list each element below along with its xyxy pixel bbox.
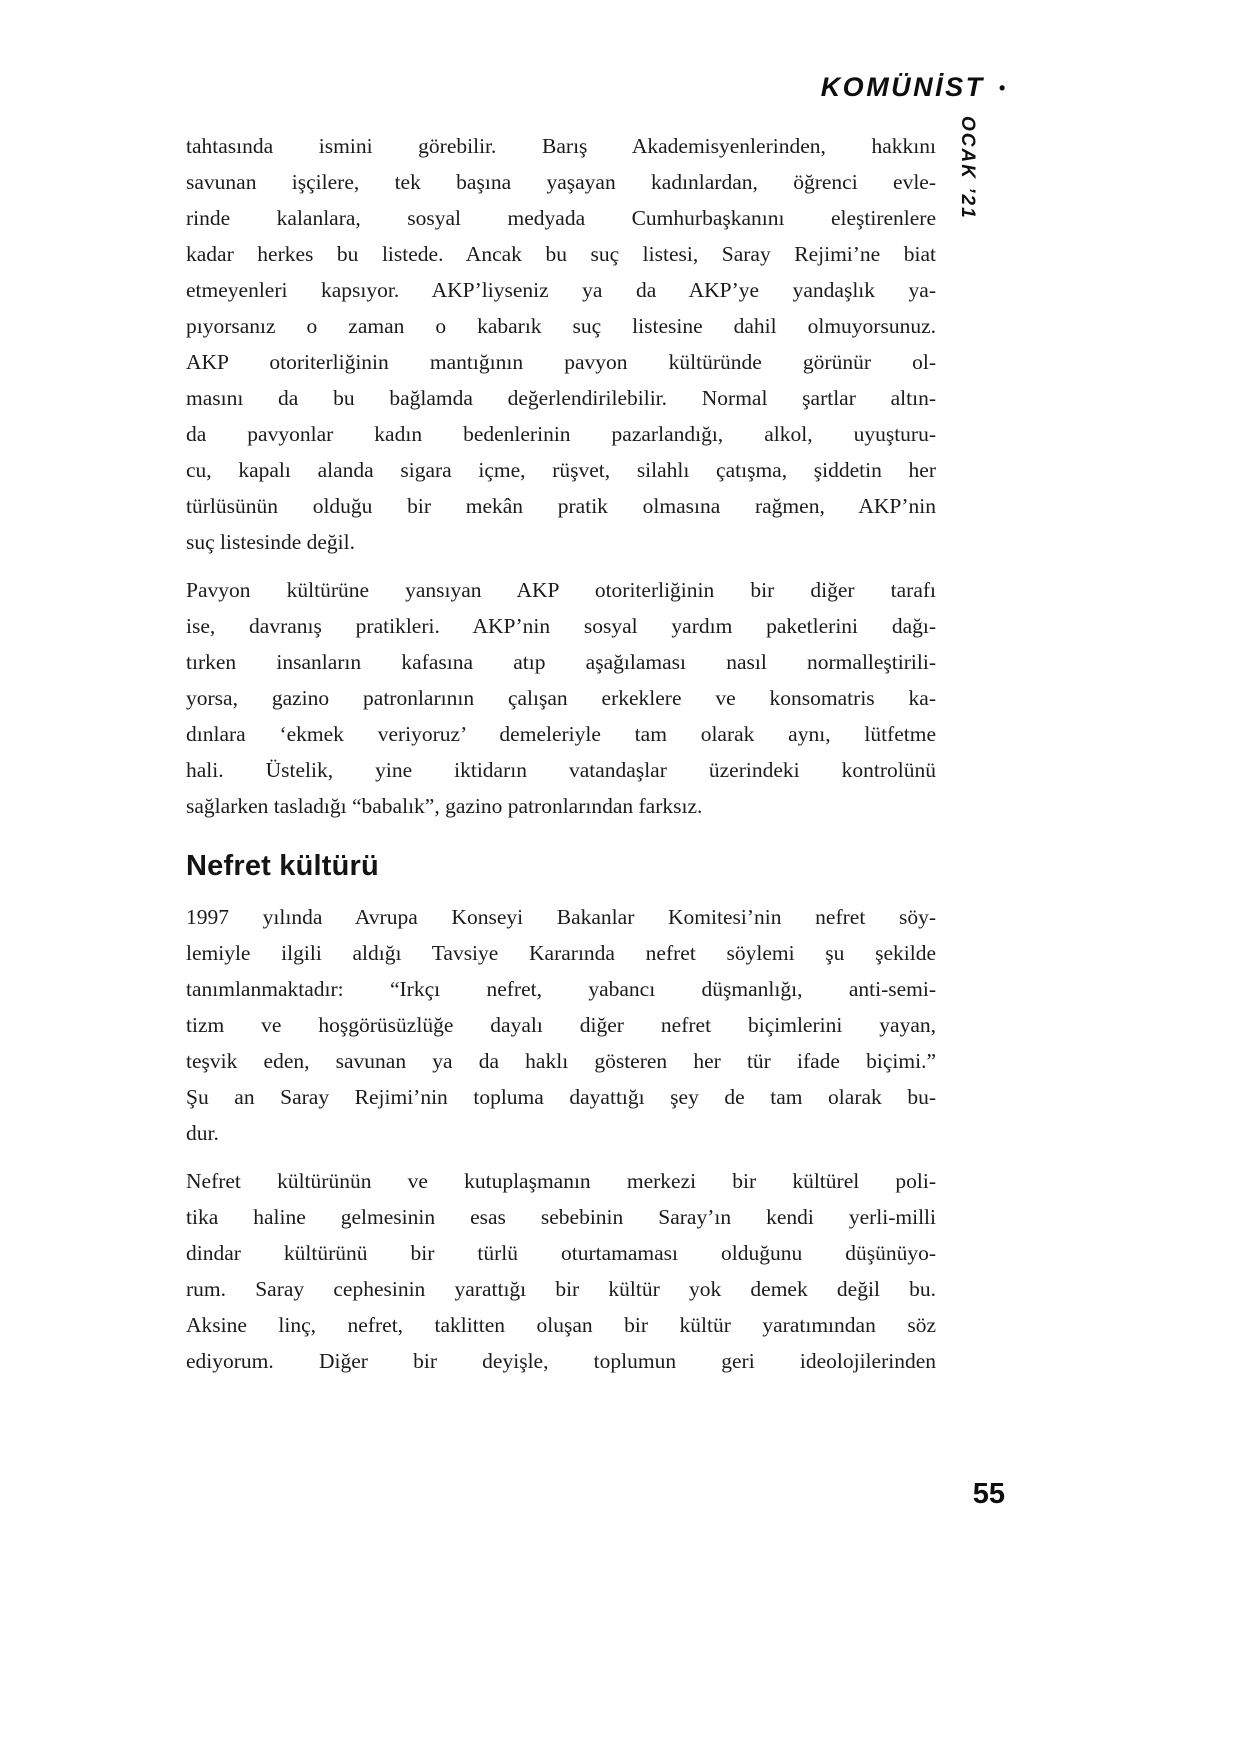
issue-date: OCAK ’21 <box>957 116 978 220</box>
text-line: tizm ve hoşgörüsüzlüğe dayalı diğer nefret biçimlerini yayan, <box>186 1013 936 1037</box>
text-line: tanımlanmaktadır: “Irkçı nefret, yabancı düşmanlığı, anti-semi- <box>186 977 936 1001</box>
text-line: AKP otoriterliğinin mantığının pavyon kültüründe görünür ol- <box>186 350 936 374</box>
text-line: teşvik eden, savunan ya da haklı gösteren her tür ifade biçimi.” <box>186 1049 936 1073</box>
text-line: sağlarken tasladığı “babalık”, gazino patronlarından farksız. <box>186 794 703 818</box>
magazine-title: KOMÜNİST <box>820 72 985 102</box>
text-line: Şu an Saray Rejimi’nin topluma dayattığı şey de tam olarak bu- <box>186 1085 936 1109</box>
text-line: ediyorum. Diğer bir deyişle, toplumun geri ideolojilerinden <box>186 1349 936 1373</box>
paragraph <box>186 1163 936 1379</box>
paragraph <box>186 899 936 1151</box>
article-body <box>186 128 936 1391</box>
text-line: Pavyon kültürüne yansıyan AKP otoriterliğinin bir diğer tarafı <box>186 578 936 602</box>
bullet-icon: • <box>998 78 1005 98</box>
text-line: rum. Saray cephesinin yarattığı bir kültür yok demek değil bu. <box>186 1277 936 1301</box>
text-line: rinde kalanlara, sosyal medyada Cumhurbaşkanını eleştirenlere <box>186 206 936 230</box>
text-line: savunan işçilere, tek başına yaşayan kadınlardan, öğrenci evle- <box>186 170 936 194</box>
page-number: 55 <box>972 1478 1005 1510</box>
text-line: tahtasında ismini görebilir. Barış Akademisyenlerinden, hakkını <box>186 134 936 158</box>
text-line: Nefret kültürünün ve kutuplaşmanın merkezi bir kültürel poli- <box>186 1169 936 1193</box>
text-line: kadar herkes bu listede. Ancak bu suç listesi, Saray Rejimi’ne biat <box>186 242 936 266</box>
text-line: dur. <box>186 1121 219 1145</box>
text-line: 1997 yılında Avrupa Konseyi Bakanlar Komitesi’nin nefret söy- <box>186 905 936 929</box>
text-line: tırken insanların kafasına atıp aşağılaması nasıl normalleştirili- <box>186 650 936 674</box>
text-line: lemiyle ilgili aldığı Tavsiye Kararında nefret söylemi şu şekilde <box>186 941 936 965</box>
text-line: suç listesinde değil. <box>186 530 355 554</box>
text-line: hali. Üstelik, yine iktidarın vatandaşlar üzerindeki kontrolünü <box>186 758 936 782</box>
text-line: etmeyenleri kapsıyor. AKP’liyseniz ya da AKP’ye yandaşlık ya- <box>186 278 936 302</box>
paragraph <box>186 572 936 824</box>
text-line: ise, davranış pratikleri. AKP’nin sosyal yardım paketlerini dağı- <box>186 614 936 638</box>
text-line: da pavyonlar kadın bedenlerinin pazarlandığı, alkol, uyuşturu- <box>186 422 936 446</box>
page-header <box>821 72 1005 103</box>
text-line: tika haline gelmesinin esas sebebinin Saray’ın kendi yerli-milli <box>186 1205 936 1229</box>
text-line: pıyorsanız o zaman o kabarık suç listesine dahil olmuyorsunuz. <box>186 314 936 338</box>
text-line: yorsa, gazino patronlarının çalışan erkeklere ve konsomatris ka- <box>186 686 936 710</box>
text-line: türlüsünün olduğu bir mekân pratik olmasına rağmen, AKP’nin <box>186 494 936 518</box>
text-line: cu, kapalı alanda sigara içme, rüşvet, silahlı çatışma, şiddetin her <box>186 458 936 482</box>
paragraph <box>186 128 936 560</box>
text-line: Aksine linç, nefret, taklitten oluşan bir kültür yaratımından söz <box>186 1313 936 1337</box>
text-line: dınlara ‘ekmek veriyoruz’ demeleriyle tam olarak aynı, lütfetme <box>186 722 936 746</box>
text-line: masını da bu bağlamda değerlendirilebilir. Normal şartlar altın- <box>186 386 936 410</box>
text-line: dindar kültürünü bir türlü oturtamaması olduğunu düşünüyo- <box>186 1241 936 1265</box>
section-heading: Nefret kültürü <box>186 850 379 882</box>
